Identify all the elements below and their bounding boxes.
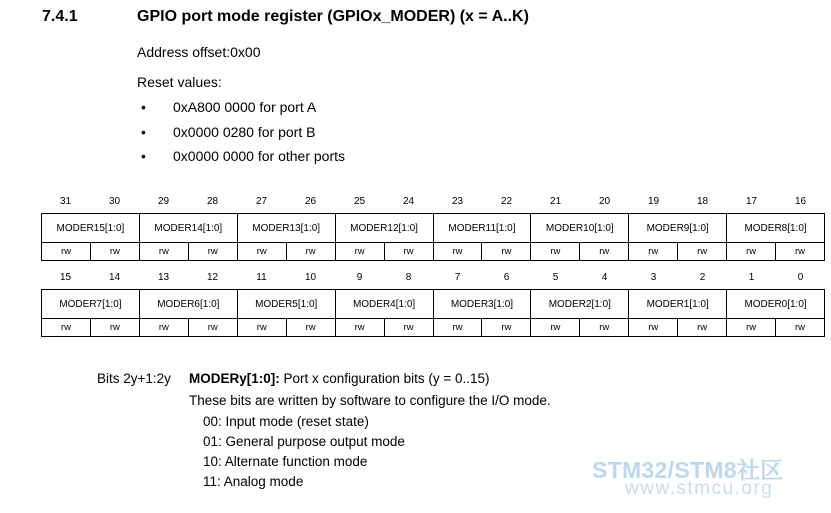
field-name: MODERy[1:0]: <box>189 371 280 386</box>
register-field: MODER15[1:0] <box>42 214 140 243</box>
address-offset: Address offset:0x00 <box>137 44 261 60</box>
register-table-upper <box>41 213 825 261</box>
bit-number: 13 <box>157 272 170 283</box>
bit-number: 21 <box>549 196 562 207</box>
access-type: rw <box>237 243 286 261</box>
bit-number: 4 <box>601 272 608 283</box>
register-field: MODER6[1:0] <box>139 290 237 319</box>
access-type: rw <box>286 243 335 261</box>
bit-number: 0 <box>797 272 804 283</box>
bit-number: 28 <box>206 196 219 207</box>
register-field: MODER10[1:0] <box>531 214 629 243</box>
bit-number: 18 <box>696 196 709 207</box>
bit-number: 6 <box>503 272 510 283</box>
bit-number: 20 <box>598 196 611 207</box>
access-type: rw <box>188 319 237 337</box>
register-field: MODER1[1:0] <box>629 290 727 319</box>
access-type: rw <box>90 243 139 261</box>
register-field: MODER8[1:0] <box>727 214 825 243</box>
bit-number: 22 <box>500 196 513 207</box>
section-number: 7.4.1 <box>42 8 78 25</box>
reset-values-label: Reset values: <box>137 74 222 90</box>
bit-number: 19 <box>647 196 660 207</box>
register-field: MODER3[1:0] <box>433 290 531 319</box>
access-type: rw <box>384 319 433 337</box>
field-description: These bits are written by software to configure the I/O mode. <box>189 393 551 408</box>
access-type: rw <box>90 319 139 337</box>
bit-number: 7 <box>454 272 461 283</box>
access-type: rw <box>580 319 629 337</box>
access-type: rw <box>629 243 678 261</box>
bit-number: 12 <box>206 272 219 283</box>
access-type: rw <box>335 319 384 337</box>
bit-number: 26 <box>304 196 317 207</box>
register-field: MODER11[1:0] <box>433 214 531 243</box>
bullet-icon: • <box>141 148 146 164</box>
mode-item: 10: Alternate function mode <box>203 454 368 469</box>
access-type: rw <box>482 319 531 337</box>
access-type: rw <box>286 319 335 337</box>
bit-number: 25 <box>353 196 366 207</box>
access-type: rw <box>433 319 482 337</box>
bit-numbers-upper <box>41 195 825 209</box>
bit-number: 10 <box>304 272 317 283</box>
access-type: rw <box>42 243 91 261</box>
bit-number: 27 <box>255 196 268 207</box>
access-type: rw <box>727 319 776 337</box>
bit-number: 9 <box>356 272 363 283</box>
bit-number: 29 <box>157 196 170 207</box>
access-type: rw <box>482 243 531 261</box>
access-type: rw <box>776 319 825 337</box>
register-field: MODER12[1:0] <box>335 214 433 243</box>
bits-label: Bits 2y+1:2y <box>97 371 171 386</box>
bit-number: 1 <box>748 272 755 283</box>
mode-item: 00: Input mode (reset state) <box>203 414 369 429</box>
bit-number: 23 <box>451 196 464 207</box>
bit-number: 15 <box>59 272 72 283</box>
section-title: GPIO port mode register (GPIOx_MODER) (x = A..K) <box>137 8 529 25</box>
bit-number: 31 <box>59 196 72 207</box>
bit-number: 11 <box>256 272 267 283</box>
mode-item: 11: Analog mode <box>203 474 304 489</box>
bullet-icon: • <box>141 99 146 115</box>
bit-number: 30 <box>108 196 121 207</box>
access-type: rw <box>678 243 727 261</box>
access-type: rw <box>42 319 91 337</box>
access-type: rw <box>678 319 727 337</box>
field-summary <box>189 371 490 386</box>
access-type: rw <box>531 243 580 261</box>
bit-number: 5 <box>552 272 559 283</box>
bullet-icon: • <box>141 123 146 140</box>
register-field: MODER7[1:0] <box>42 290 140 319</box>
access-type: rw <box>629 319 678 337</box>
bit-number: 14 <box>108 272 121 283</box>
access-type: rw <box>580 243 629 261</box>
access-type: rw <box>531 319 580 337</box>
access-type: rw <box>776 243 825 261</box>
access-type: rw <box>335 243 384 261</box>
register-field: MODER4[1:0] <box>335 290 433 319</box>
access-type: rw <box>384 243 433 261</box>
access-type: rw <box>727 243 776 261</box>
register-table-lower <box>41 289 825 337</box>
bit-number: 8 <box>405 272 412 283</box>
mode-item: 01: General purpose output mode <box>203 434 405 449</box>
bit-number: 16 <box>794 196 807 207</box>
register-field: MODER0[1:0] <box>727 290 825 319</box>
field-summary-text: Port x configuration bits (y = 0..15) <box>279 371 490 386</box>
register-field: MODER5[1:0] <box>237 290 335 319</box>
bit-number: 2 <box>699 272 706 283</box>
access-type: rw <box>433 243 482 261</box>
access-type: rw <box>139 243 188 261</box>
watermark-logo: STM32/STM8社区 <box>592 457 784 483</box>
watermark-url: www.stmcu.org <box>625 478 774 499</box>
access-type: rw <box>237 319 286 337</box>
access-type: rw <box>139 319 188 337</box>
access-type: rw <box>188 243 237 261</box>
register-field: MODER9[1:0] <box>629 214 727 243</box>
bit-numbers-lower <box>41 271 825 285</box>
bit-number: 24 <box>402 196 415 207</box>
register-field: MODER13[1:0] <box>237 214 335 243</box>
bit-number: 17 <box>745 196 758 207</box>
register-field: MODER14[1:0] <box>139 214 237 243</box>
bit-number: 3 <box>650 272 657 283</box>
register-field: MODER2[1:0] <box>531 290 629 319</box>
